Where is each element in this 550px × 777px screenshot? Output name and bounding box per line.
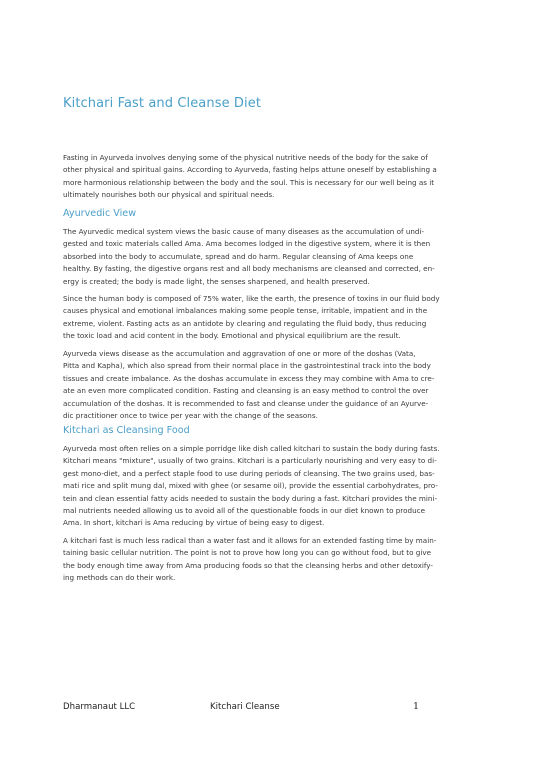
text-line: Ayurveda views disease as the accumulation and aggravation of one or more of the doshas (Vata,	[63, 349, 416, 358]
text-line: Since the human body is composed of 75% water, like the earth, the presence of toxins in our fluid body	[63, 294, 440, 303]
intro-paragraph	[63, 152, 491, 202]
text-line: gest mono-diet, and a perfect staple food to use during periods of cleansing. The two grains used, bas-	[63, 468, 435, 478]
text-line: the body enough time away from Ama producing foods so that the cleansing herbs and other detoxify-	[63, 560, 433, 570]
paragraph	[63, 226, 491, 288]
document-title: Kitchari Fast and Cleanse Diet	[63, 96, 262, 111]
text-line: other physical and spiritual gains. According to Ayurveda, fasting helps attune oneself by establishing a	[63, 165, 437, 175]
text-line: Ayurveda most often relies on a simple porridge like dish called kitchari to sustain the body during fasts.	[63, 444, 440, 453]
text-line: accumulation of the doshas. It is recommended to fast and cleanse under the guidance of an Ayurve-	[63, 398, 429, 408]
text-line: ing methods can do their work.	[63, 573, 176, 583]
text-line: the toxic load and acid content in the body. Emotional and physical equilibrium are the result.	[63, 331, 401, 341]
text-line: healthy. By fasting, the digestive organs rest and all body mechanisms are cleansed and corrected, en-	[63, 264, 435, 274]
text-line: ergy is created; the body is made light, the senses sharpened, and health preserved.	[63, 276, 370, 286]
text-line: tissues and create imbalance. As the doshas accumulate in excess they may combine with Ama to cre-	[63, 373, 435, 383]
text-line: Kitchari means "mixture", usually of two grains. Kitchari is a particularly nourishing and very easy to di-	[63, 456, 437, 466]
section-heading-kitchari: Kitchari as Cleansing Food	[63, 425, 190, 436]
text-line: Pitta and Kapha), which also spread from their normal place in the gastrointestinal track into the body	[63, 361, 431, 371]
paragraph	[63, 348, 491, 422]
text-line: tein and clean essential fatty acids needed to sustain the body during a fast. Kitchari provides the mini-	[63, 493, 438, 503]
text-line: Fasting in Ayurveda involves denying some of the physical nutritive needs of the body for the sake of	[63, 153, 428, 162]
footer-company: Dharmanaut LLC	[63, 702, 136, 712]
text-line: A kitchari fast is much less radical than a water fast and it allows for an extended fasting time by main-	[63, 536, 437, 545]
paragraph	[63, 535, 491, 585]
paragraph	[63, 293, 491, 343]
text-line: causes physical and emotional imbalances making some people tense, irritable, impatient and in the	[63, 306, 428, 316]
text-line: more harmonious relationship between the body and the soul. This is necessary for our well being as it	[63, 177, 435, 187]
text-line: dic practitioner once to twice per year with the change of the seasons.	[63, 411, 318, 421]
text-line: mal nutrients needed allowing us to avoid all of the questionable foods in our diet known to produce	[63, 506, 425, 516]
page-footer	[0, 702, 550, 716]
text-line: absorbed into the body to accumulate, spread and do harm. Regular cleansing of Ama keeps one	[63, 251, 414, 261]
text-line: ultimately nourishes both our physical and spiritual needs.	[63, 190, 275, 200]
section-heading-ayurvedic-view: Ayurvedic View	[63, 208, 137, 219]
footer-document-name: Kitchari Cleanse	[210, 702, 280, 712]
page-number: 1	[413, 701, 420, 712]
text-line: extreme, violent. Fasting acts as an antidote by clearing and regulating the fluid body, thus reducing	[63, 318, 427, 328]
text-line: taining basic cellular nutrition. The point is not to prove how long you can go without food, but to give	[63, 548, 432, 558]
text-line: The Ayurvedic medical system views the basic cause of many diseases as the accumulation of undi-	[63, 227, 425, 236]
text-line: Ama. In short, kitchari is Ama reducing by virtue of being easy to digest.	[63, 518, 325, 528]
text-line: gested and toxic materials called Ama. Ama becomes lodged in the digestive system, where it is then	[63, 239, 431, 249]
text-line: ate an even more complicated condition. Fasting and cleansing is an easy method to control the over	[63, 386, 429, 396]
text-line: mati rice and split mung dal, mixed with ghee (or sesame oil), provide the essential carbohydrates, pro-	[63, 481, 438, 491]
paragraph	[63, 443, 491, 530]
